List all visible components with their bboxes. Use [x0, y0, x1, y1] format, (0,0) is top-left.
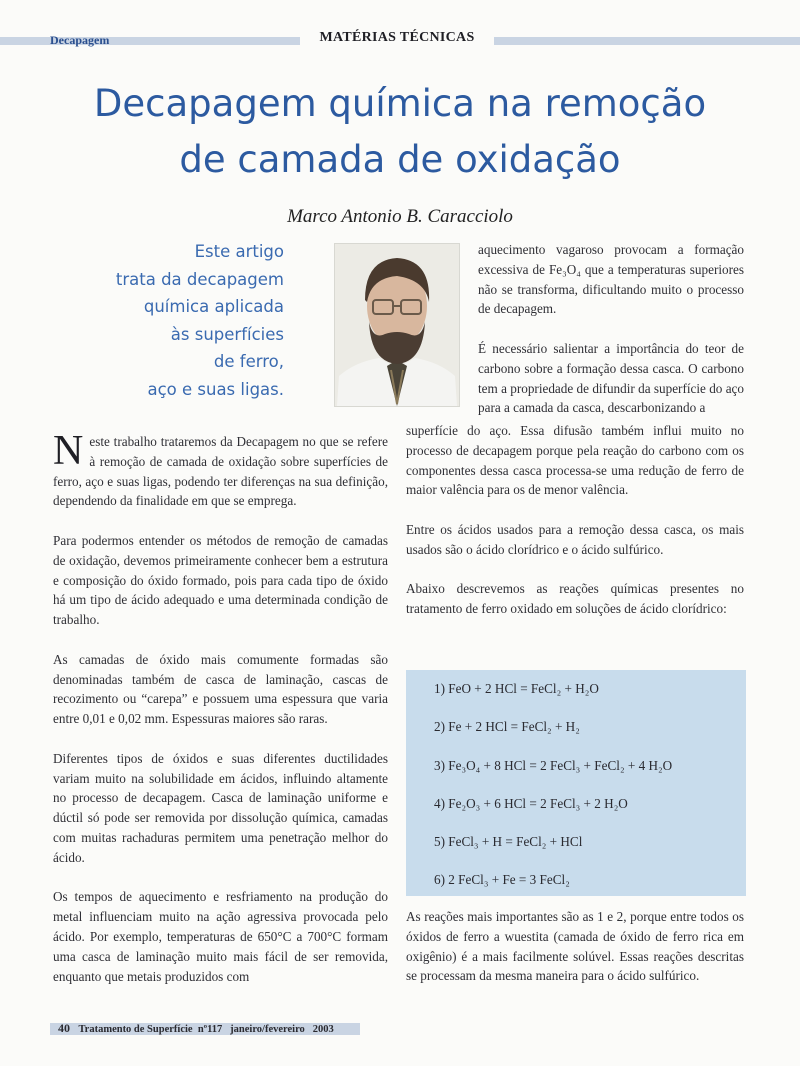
- paragraph: Abaixo descrevemos as reações químicas presentes no tratamento de ferro oxidado em soluções de ácido clorídrico:: [406, 581, 744, 617]
- reaction-equation: 3) Fe₃O₄ + 8 HCl = 2 FeCl₃ + FeCl₂ + 4 H₂O: [434, 758, 673, 773]
- lead-line: Este artigo: [194, 242, 284, 261]
- column-right-bottom: [406, 907, 744, 986]
- paragraph: É necessário salientar a importância do teor de carbono sobre a formação dessa casca. O carbono tem a propriedade de difundir da superfície do aço para a camada da casca, descarbonizando a: [478, 340, 744, 416]
- paragraph: superfície do aço. Essa difusão também influi muito no processo de decapagem porque pela reação do carbono com os componentes dessa casca processa-se uma redução de ferro de maior valência para os de menor valência.: [406, 423, 744, 498]
- page-number: 40: [58, 1021, 70, 1035]
- issue-number: nº117: [197, 1024, 223, 1035]
- reaction-equation: 5) FeCl₃ + H = FeCl₂ + HCl: [434, 834, 583, 849]
- paragraph: aquecimento vagaroso provocam a formação excessiva de Fe₃O₄ que a temperaturas superiores não se transforma, dificultando muito o processo de decapagem.: [478, 242, 744, 317]
- column-right: [406, 421, 744, 639]
- drop-cap: N: [53, 428, 84, 474]
- author-portrait-image: [335, 244, 459, 406]
- title-line-2: de camada de oxidação: [179, 138, 621, 181]
- reaction-equation: 2) Fe + 2 HCl = FeCl₂ + H₂: [434, 719, 580, 734]
- reaction-equation: 1) FeO + 2 HCl = FeCl₂ + H₂O: [434, 681, 599, 696]
- lead-line: química aplicada: [143, 297, 284, 316]
- category-label: MATÉRIAS TÉCNICAS: [319, 30, 475, 45]
- title-line-1: Decapagem química na remoção: [93, 82, 707, 125]
- article-title: [20, 76, 780, 188]
- lead-line: às superfícies: [170, 324, 284, 344]
- article-lead: [60, 238, 284, 403]
- section-label: Decapagem: [50, 33, 110, 47]
- paragraph-text: este trabalho trataremos da Decapagem no que se refere à remoção de camada de oxidação sobre superfícies de ferro, aço e suas ligas, podendo ter diferenças na sua definição, dependendo da finalidade em que se emprega.: [53, 434, 388, 509]
- paragraph: Entre os ácidos usados para a remoção dessa casca, os mais usados são o ácido clorídrico e o ácido sulfúrico.: [406, 521, 744, 557]
- header-rule-right: [494, 37, 800, 45]
- reactions-box: [406, 670, 746, 896]
- paragraph: Os tempos de aquecimento e resfriamento na produção do metal influenciam muito na ação agressiva provocada pelo ácido. Por exemplo, temperaturas de 650°C a 700°C formam uma casca de laminação muito mais fácil de ser removida, enquanto que metais produzidos com: [53, 889, 388, 984]
- paragraph: Para podermos entender os métodos de remoção de camadas de oxidação, devemos primeiramente conhecer bem a estrutura e composição do óxido formado, pois para cada tipo de óxido há um tipo de ácido adequado e uma determinada condição de trabalho.: [53, 532, 388, 628]
- reaction-equation: 4) Fe₂O₃ + 6 HCl = 2 FeCl₃ + 2 H₂O: [434, 796, 628, 811]
- lead-line: de ferro,: [213, 352, 284, 371]
- column-left: [53, 428, 388, 1006]
- issue-months: janeiro/fevereiro: [230, 1024, 305, 1035]
- publication-name: Tratamento de Superfície: [78, 1024, 193, 1035]
- lead-line: aço e suas ligas.: [147, 379, 284, 399]
- lead-line: trata da decapagem: [115, 269, 284, 289]
- issue-year: 2003: [312, 1024, 334, 1035]
- article-author: Marco Antonio B. Caracciolo: [287, 206, 513, 227]
- paragraph: Diferentes tipos de óxidos e suas diferentes ductilidades variam muito na solubilidade em ácidos, influindo altamente no processo de decapagem. Casca de laminação uniforme e dúctil só pode ser removida por dissolução química, camadas com muitas rachaduras permitem uma penetração melhor do ácido.: [53, 750, 388, 865]
- reaction-equation: 6) 2 FeCl₃ + Fe = 3 FeCl₂: [434, 872, 570, 887]
- paragraph: [53, 428, 388, 511]
- column-right-top: [478, 240, 744, 418]
- paragraph: As reações mais importantes são as 1 e 2, porque entre todos os óxidos de ferro a wuestita (camada de óxido de ferro rica em oxigênio) é a mais facilmente solúvel. Essas reações descritas se processam da mesma maneira para o ácido sulfúrico.: [406, 909, 744, 984]
- author-photo: [334, 243, 460, 407]
- paragraph: As camadas de óxido mais comumente formadas são denominadas também de casca de laminação, cascas de recozimento ou “carepa” e possuem uma espessura que varia entre 0,01 e 0,02 mm. Espessuras maiores são raras.: [53, 651, 388, 727]
- header-rule-left: [0, 37, 300, 45]
- page-footer: [58, 1021, 334, 1036]
